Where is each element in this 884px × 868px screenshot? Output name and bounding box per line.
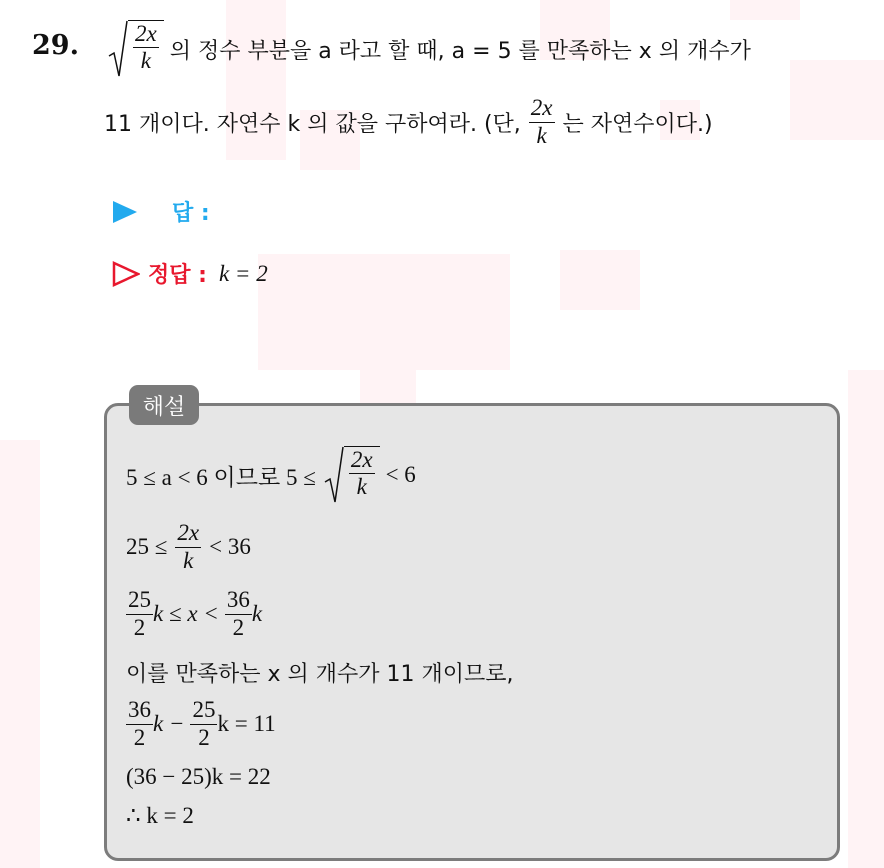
explanation-line-1: 5 ≤ a < 6 이므로 5 ≤ $\frac{2x}{k}$ < 6 [126,442,416,508]
correct-answer-label: 정답 : [148,263,207,288]
fraction: $\frac{2x}{k}$ [350,447,373,500]
answer-row [112,196,210,227]
answer-arrow-icon [112,200,138,224]
question-text: 11 개이다. 자연수 k 의 값을 구하여라. (단, [104,111,521,137]
bg-patch [560,250,640,310]
bg-patch [258,254,510,370]
fraction: $\frac{25}{2}$ [192,697,216,750]
bg-patch [0,440,40,868]
explanation-line-4: 이를 만족하는 x 의 개수가 11 개이므로, [126,661,514,687]
explanation-line-5: $\frac{36}{2}$ k − $\frac{25}{2}$ k = 11 [128,697,276,750]
correct-arrow-icon [112,261,140,287]
explanation-tag: 해설 [129,385,199,425]
explanation-line-7: ∴ k = 2 [126,803,194,828]
explanation-line-6: (36 − 25)k = 22 [126,764,271,789]
sqrt-expression [324,446,380,504]
fraction: $\frac{2x}{k}$ [530,95,553,148]
question-line-1 [108,16,751,82]
correct-answer-row [112,258,268,289]
explanation-line-2: 25 ≤ $\frac{2x}{k}$ < 36 [126,520,251,573]
fraction: $\frac{36}{2}$ [226,587,250,640]
bg-patch [790,60,884,140]
question-text: 의 정수 부분을 a 라고 할 때, a = 5 를 만족하는 x 의 개수가 [169,38,751,64]
fraction: $\frac{36}{2}$ [128,697,151,750]
bg-patch [848,370,884,868]
question-text: 는 자연수이다.) [562,111,713,137]
question-line-2 [104,92,713,152]
fraction: $\frac{2x}{k}$ [135,21,157,74]
answer-label: 답 : [172,201,210,226]
fraction: $\frac{25}{2}$ [128,587,151,640]
sqrt-expression [108,20,164,78]
correct-answer-value: k = 2 [218,260,268,286]
explanation-line-3: $\frac{25}{2}$ k ≤ x < $\frac{36}{2}$ k [128,587,263,640]
question-number: 29. [32,30,79,61]
fraction: $\frac{2x}{k}$ [177,520,200,573]
bg-patch [360,370,416,404]
